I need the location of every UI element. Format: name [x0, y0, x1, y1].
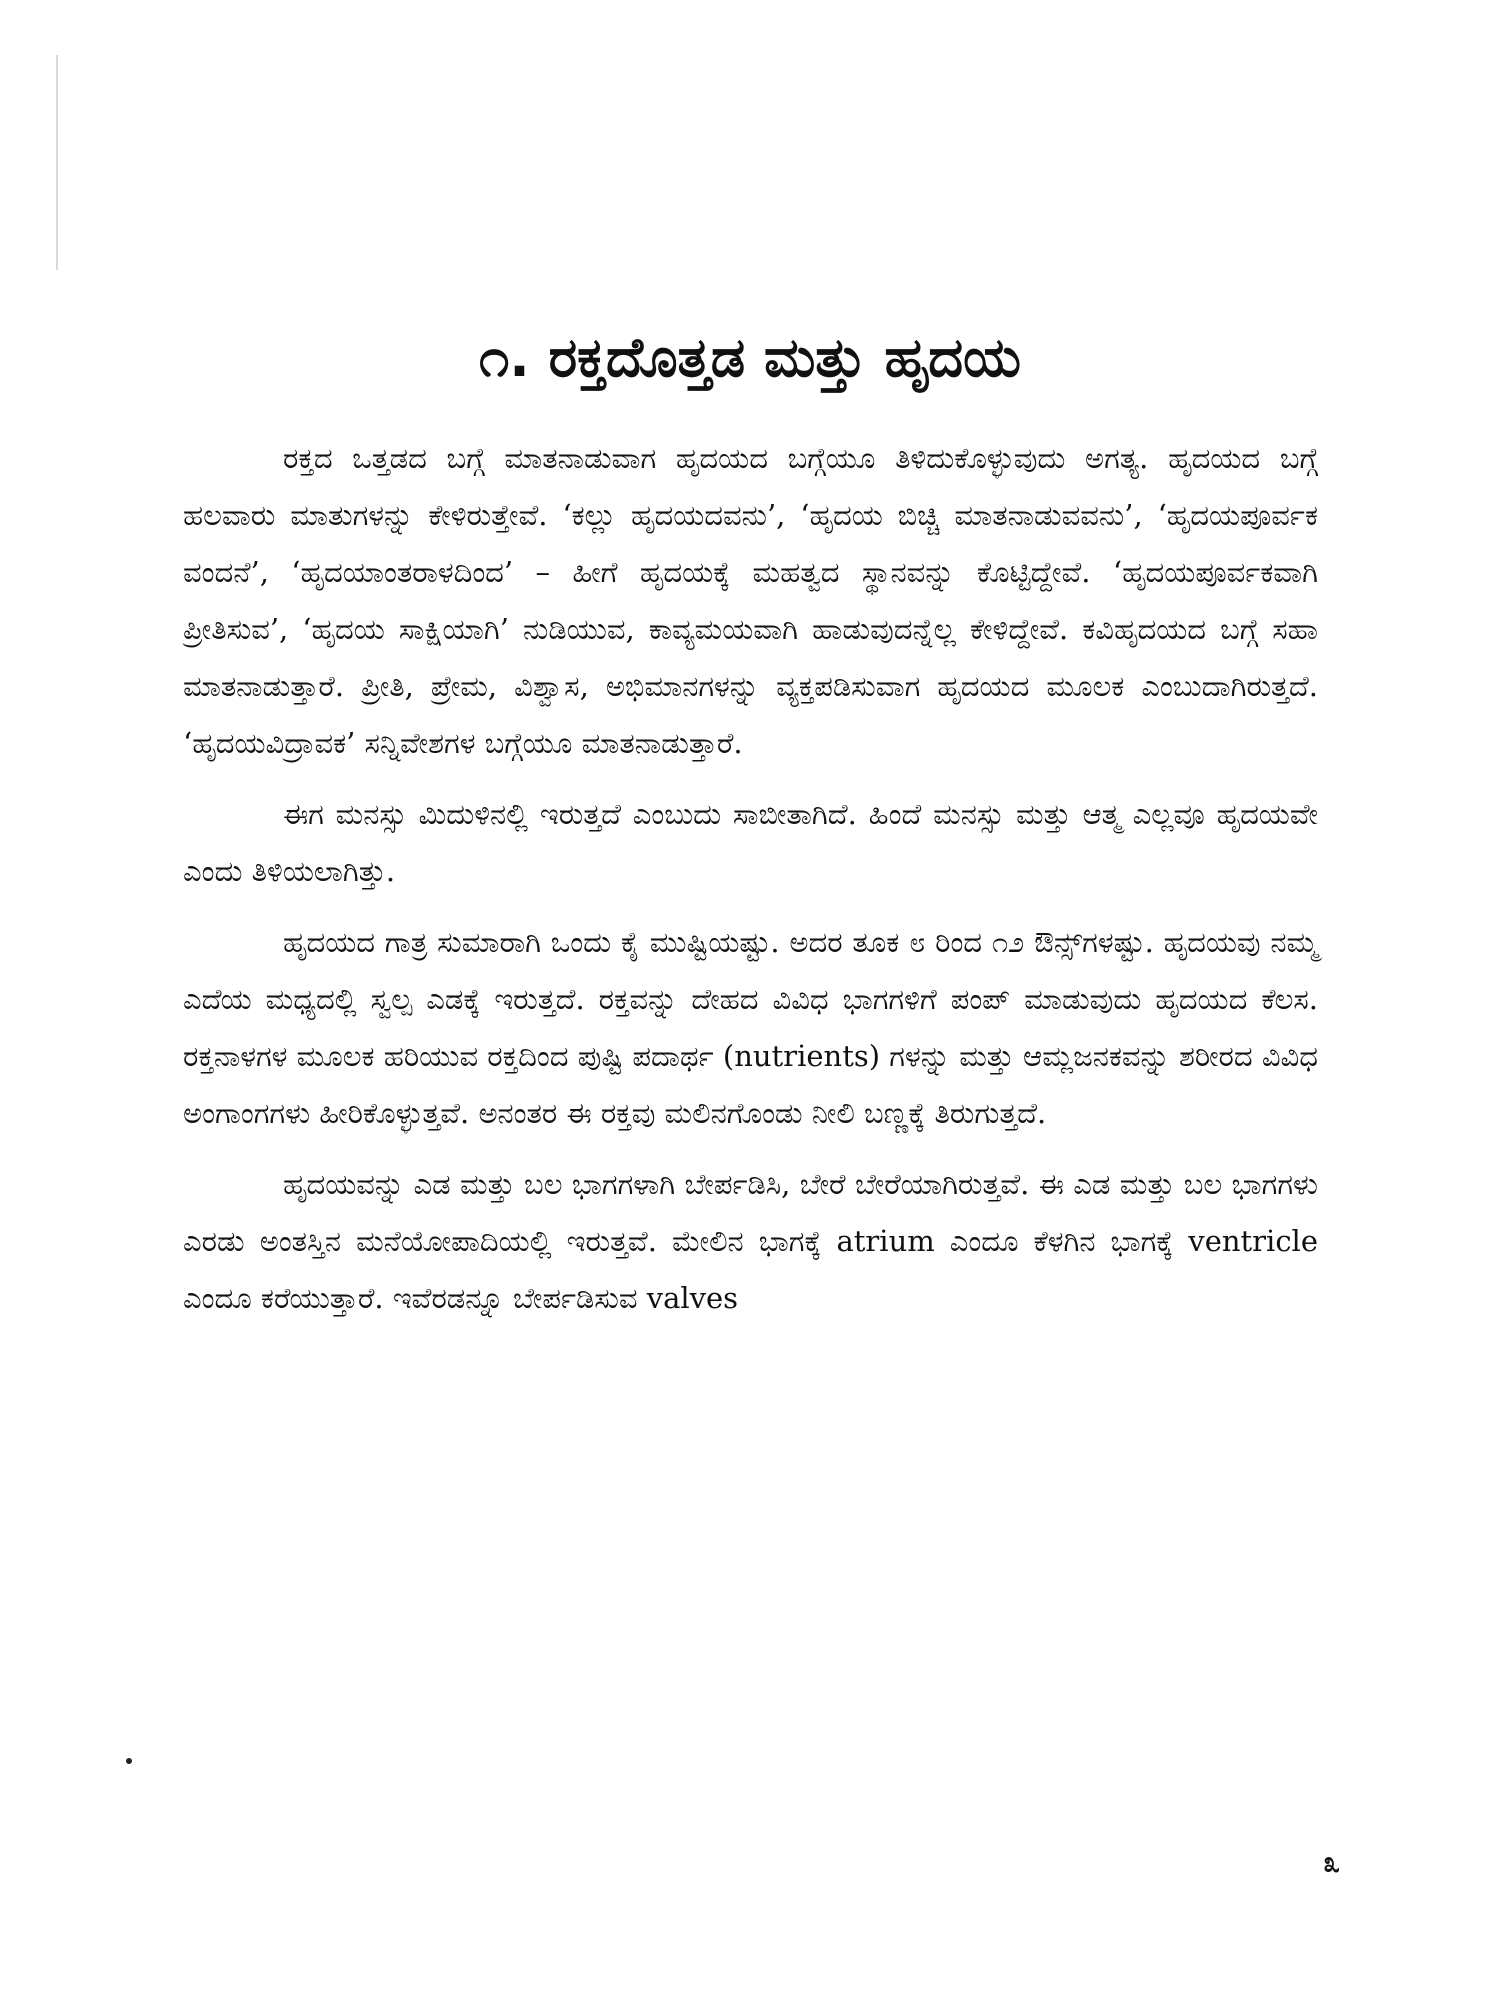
- scan-edge-line: [56, 55, 58, 270]
- stray-dot-mark: [126, 1758, 132, 1764]
- page-number: ೩: [1323, 1845, 1340, 1880]
- chapter-title: ೧. ರಕ್ತದೊತ್ತಡ ಮತ್ತು ಹೃದಯ: [479, 326, 1021, 390]
- paragraph-4: ಹೃದಯವನ್ನು ಎಡ ಮತ್ತು ಬಲ ಭಾಗಗಳಾಗಿ ಬೇರ್ಪಡಿಸಿ, ಬೇರೆ ಬೇರೆಯಾಗಿರುತ್ತವೆ. ಈ ಎಡ ಮತ್ತು ಬಲ ಭಾಗಗಳು ಎರಡು ಅಂತಸ್ತಿನ ಮನೆಯೋಪಾದಿಯಲ್ಲಿ ಇರುತ್ತವೆ. ಮೇಲಿನ ಭಾಗಕ್ಕೆ atrium ಎಂದೂ ಕೆಳಗಿನ ಭಾಗಕ್ಕೆ ventricle ಎಂದೂ ಕರೆಯುತ್ತಾರೆ. ಇವೆರಡನ್ನೂ ಬೇರ್ಪಡಿಸುವ valves: [183, 1167, 1318, 1315]
- body-text: [183, 430, 1318, 1333]
- paragraph-2: ಈಗ ಮನಸ್ಸು ಮಿದುಳಿನಲ್ಲಿ ಇರುತ್ತದೆ ಎಂಬುದು ಸಾಬೀತಾಗಿದೆ. ಹಿಂದೆ ಮನಸ್ಸು ಮತ್ತು ಆತ್ಮ ಎಲ್ಲವೂ ಹೃದಯವೇ ಎಂದು ತಿಳಿಯಲಾಗಿತ್ತು.: [183, 797, 1318, 888]
- paragraph-1: ರಕ್ತದ ಒತ್ತಡದ ಬಗ್ಗೆ ಮಾತನಾಡುವಾಗ ಹೃದಯದ ಬಗ್ಗೆಯೂ ತಿಳಿದುಕೊಳ್ಳುವುದು ಅಗತ್ಯ. ಹೃದಯದ ಬಗ್ಗೆ ಹಲವಾರು ಮಾತುಗಳನ್ನು ಕೇಳಿರುತ್ತೇವೆ. ‘ಕಲ್ಲು ಹೃದಯದವನು’, ‘ಹೃದಯ ಬಿಚ್ಚಿ ಮಾತನಾಡುವವನು’, ‘ಹೃದಯಪೂರ್ವಕ ವಂದನೆ’, ‘ಹೃದಯಾಂತರಾಳದಿಂದ’ – ಹೀಗೆ ಹೃದಯಕ್ಕೆ ಮಹತ್ವದ ಸ್ಥಾನವನ್ನು ಕೊಟ್ಟಿದ್ದೇವೆ. ‘ಹೃದಯಪೂರ್ವಕವಾಗಿ ಪ್ರೀತಿಸುವ’, ‘ಹೃದಯ ಸಾಕ್ಷಿಯಾಗಿ’ ನುಡಿಯುವ, ಕಾವ್ಯಮಯವಾಗಿ ಹಾಡುವುದನ್ನೆಲ್ಲ ಕೇಳಿದ್ದೇವೆ. ಕವಿಹೃದಯದ ಬಗ್ಗೆ ಸಹಾ ಮಾತನಾಡುತ್ತಾರೆ. ಪ್ರೀತಿ, ಪ್ರೇಮ, ವಿಶ್ವಾಸ, ಅಭಿಮಾನಗಳನ್ನು ವ್ಯಕ್ತಪಡಿಸುವಾಗ ಹೃದಯದ ಮೂಲಕ ಎಂಬುದಾಗಿರುತ್ತದೆ. ‘ಹೃದಯವಿದ್ರಾವಕ’ ಸನ್ನಿವೇಶಗಳ ಬಗ್ಗೆಯೂ ಮಾತನಾಡುತ್ತಾರೆ.: [183, 441, 1318, 760]
- paragraph-3: ಹೃದಯದ ಗಾತ್ರ ಸುಮಾರಾಗಿ ಒಂದು ಕೈ ಮುಷ್ಟಿಯಷ್ಟು. ಅದರ ತೂಕ ೮ ರಿಂದ ೧೨ ಔನ್ಸ್‌ಗಳಷ್ಟು. ಹೃದಯವು ನಮ್ಮ ಎದೆಯ ಮಧ್ಯದಲ್ಲಿ ಸ್ವಲ್ಪ ಎಡಕ್ಕೆ ಇರುತ್ತದೆ. ರಕ್ತವನ್ನು ದೇಹದ ವಿವಿಧ ಭಾಗಗಳಿಗೆ ಪಂಪ್ ಮಾಡುವುದು ಹೃದಯದ ಕೆಲಸ. ರಕ್ತನಾಳಗಳ ಮೂಲಕ ಹರಿಯುವ ರಕ್ತದಿಂದ ಪುಷ್ಟಿ ಪದಾರ್ಥ (nutrients) ಗಳನ್ನು ಮತ್ತು ಆಮ್ಲಜನಕವನ್ನು ಶರೀರದ ವಿವಿಧ ಅಂಗಾಂಗಗಳು ಹೀರಿಕೊಳ್ಳುತ್ತವೆ. ಅನಂತರ ಈ ರಕ್ತವು ಮಲಿನಗೊಂಡು ನೀಲಿ ಬಣ್ಣಕ್ಕೆ ತಿರುಗುತ್ತದೆ.: [183, 925, 1318, 1130]
